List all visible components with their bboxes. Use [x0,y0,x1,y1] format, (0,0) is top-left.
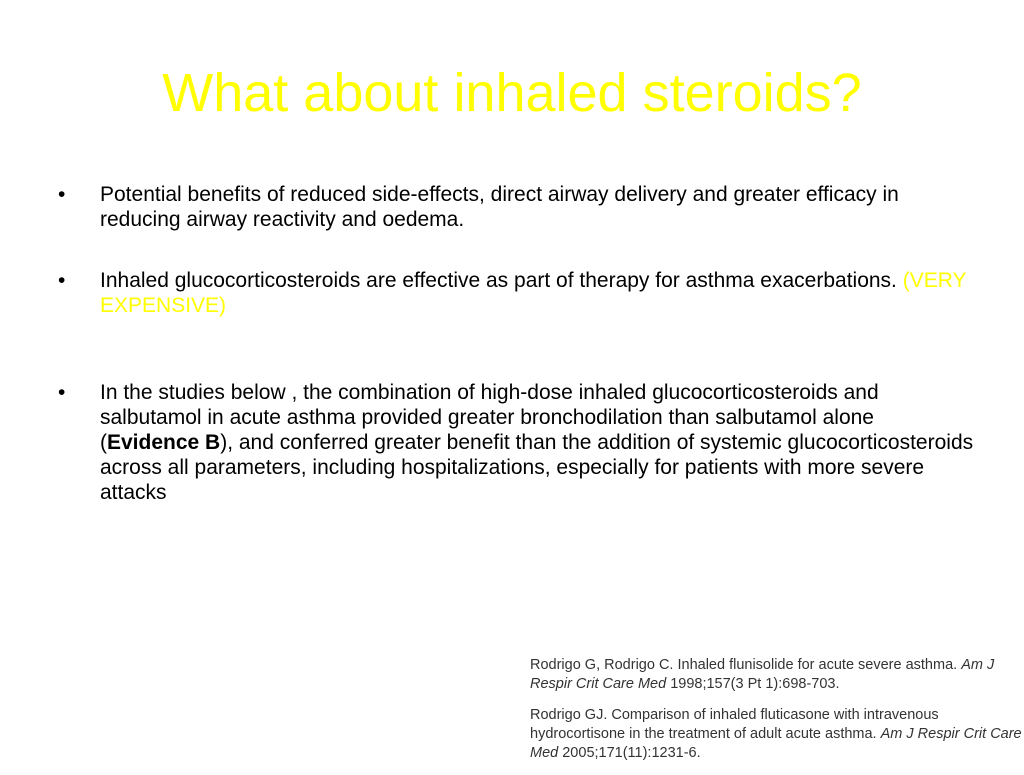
journal-name: Am J Respir Crit Care Med [530,726,1022,761]
bullet-marker: • [58,183,66,206]
bullet-marker: • [58,381,66,404]
slide-title: What about inhaled steroids? [162,63,862,123]
journal-name: Am J Respir Crit Care Med [530,657,995,692]
bullet-text-continued: ), and conferred greater benefit than the addition of systemic glucocorticosteroids across all parameters, including hospitalizations, especially for patients with more severe attacks [100,431,974,504]
reference-text: Rodrigo GJ. Comparison of inhaled fluticasone with intravenous hydrocortisone in the treatment of adult acute asthma. [530,707,939,742]
bullet-list [58,182,978,505]
references [530,656,1024,775]
bullet-item [58,380,978,505]
bullet-item [58,268,978,318]
bullet-text: Potential benefits of reduced side-effects, direct airway delivery and greater efficacy in reducing airway reactivity and oedema. [100,183,899,231]
reference-item [530,706,1024,763]
reference-citation: 2005;171(11):1231-6. [558,745,701,761]
reference-citation: 1998;157(3 Pt 1):698-703. [666,676,840,692]
bullet-text: Inhaled glucocorticosteroids are effective as part of therapy for asthma exacerbations. [100,269,903,292]
bullet-text: In the studies below , the combination of high-dose inhaled glucocorticosteroids and salbutamol in acute asthma provided greater bronchodilation than salbutamol alone ( [100,381,879,454]
bullet-item [58,182,978,232]
reference-item [530,656,1024,694]
evidence-level: Evidence B [107,431,221,454]
cost-highlight: (VERY EXPENSIVE) [100,269,967,317]
bullet-marker: • [58,269,66,292]
reference-text: Rodrigo G, Rodrigo C. Inhaled flunisolide for acute severe asthma. [530,657,962,673]
